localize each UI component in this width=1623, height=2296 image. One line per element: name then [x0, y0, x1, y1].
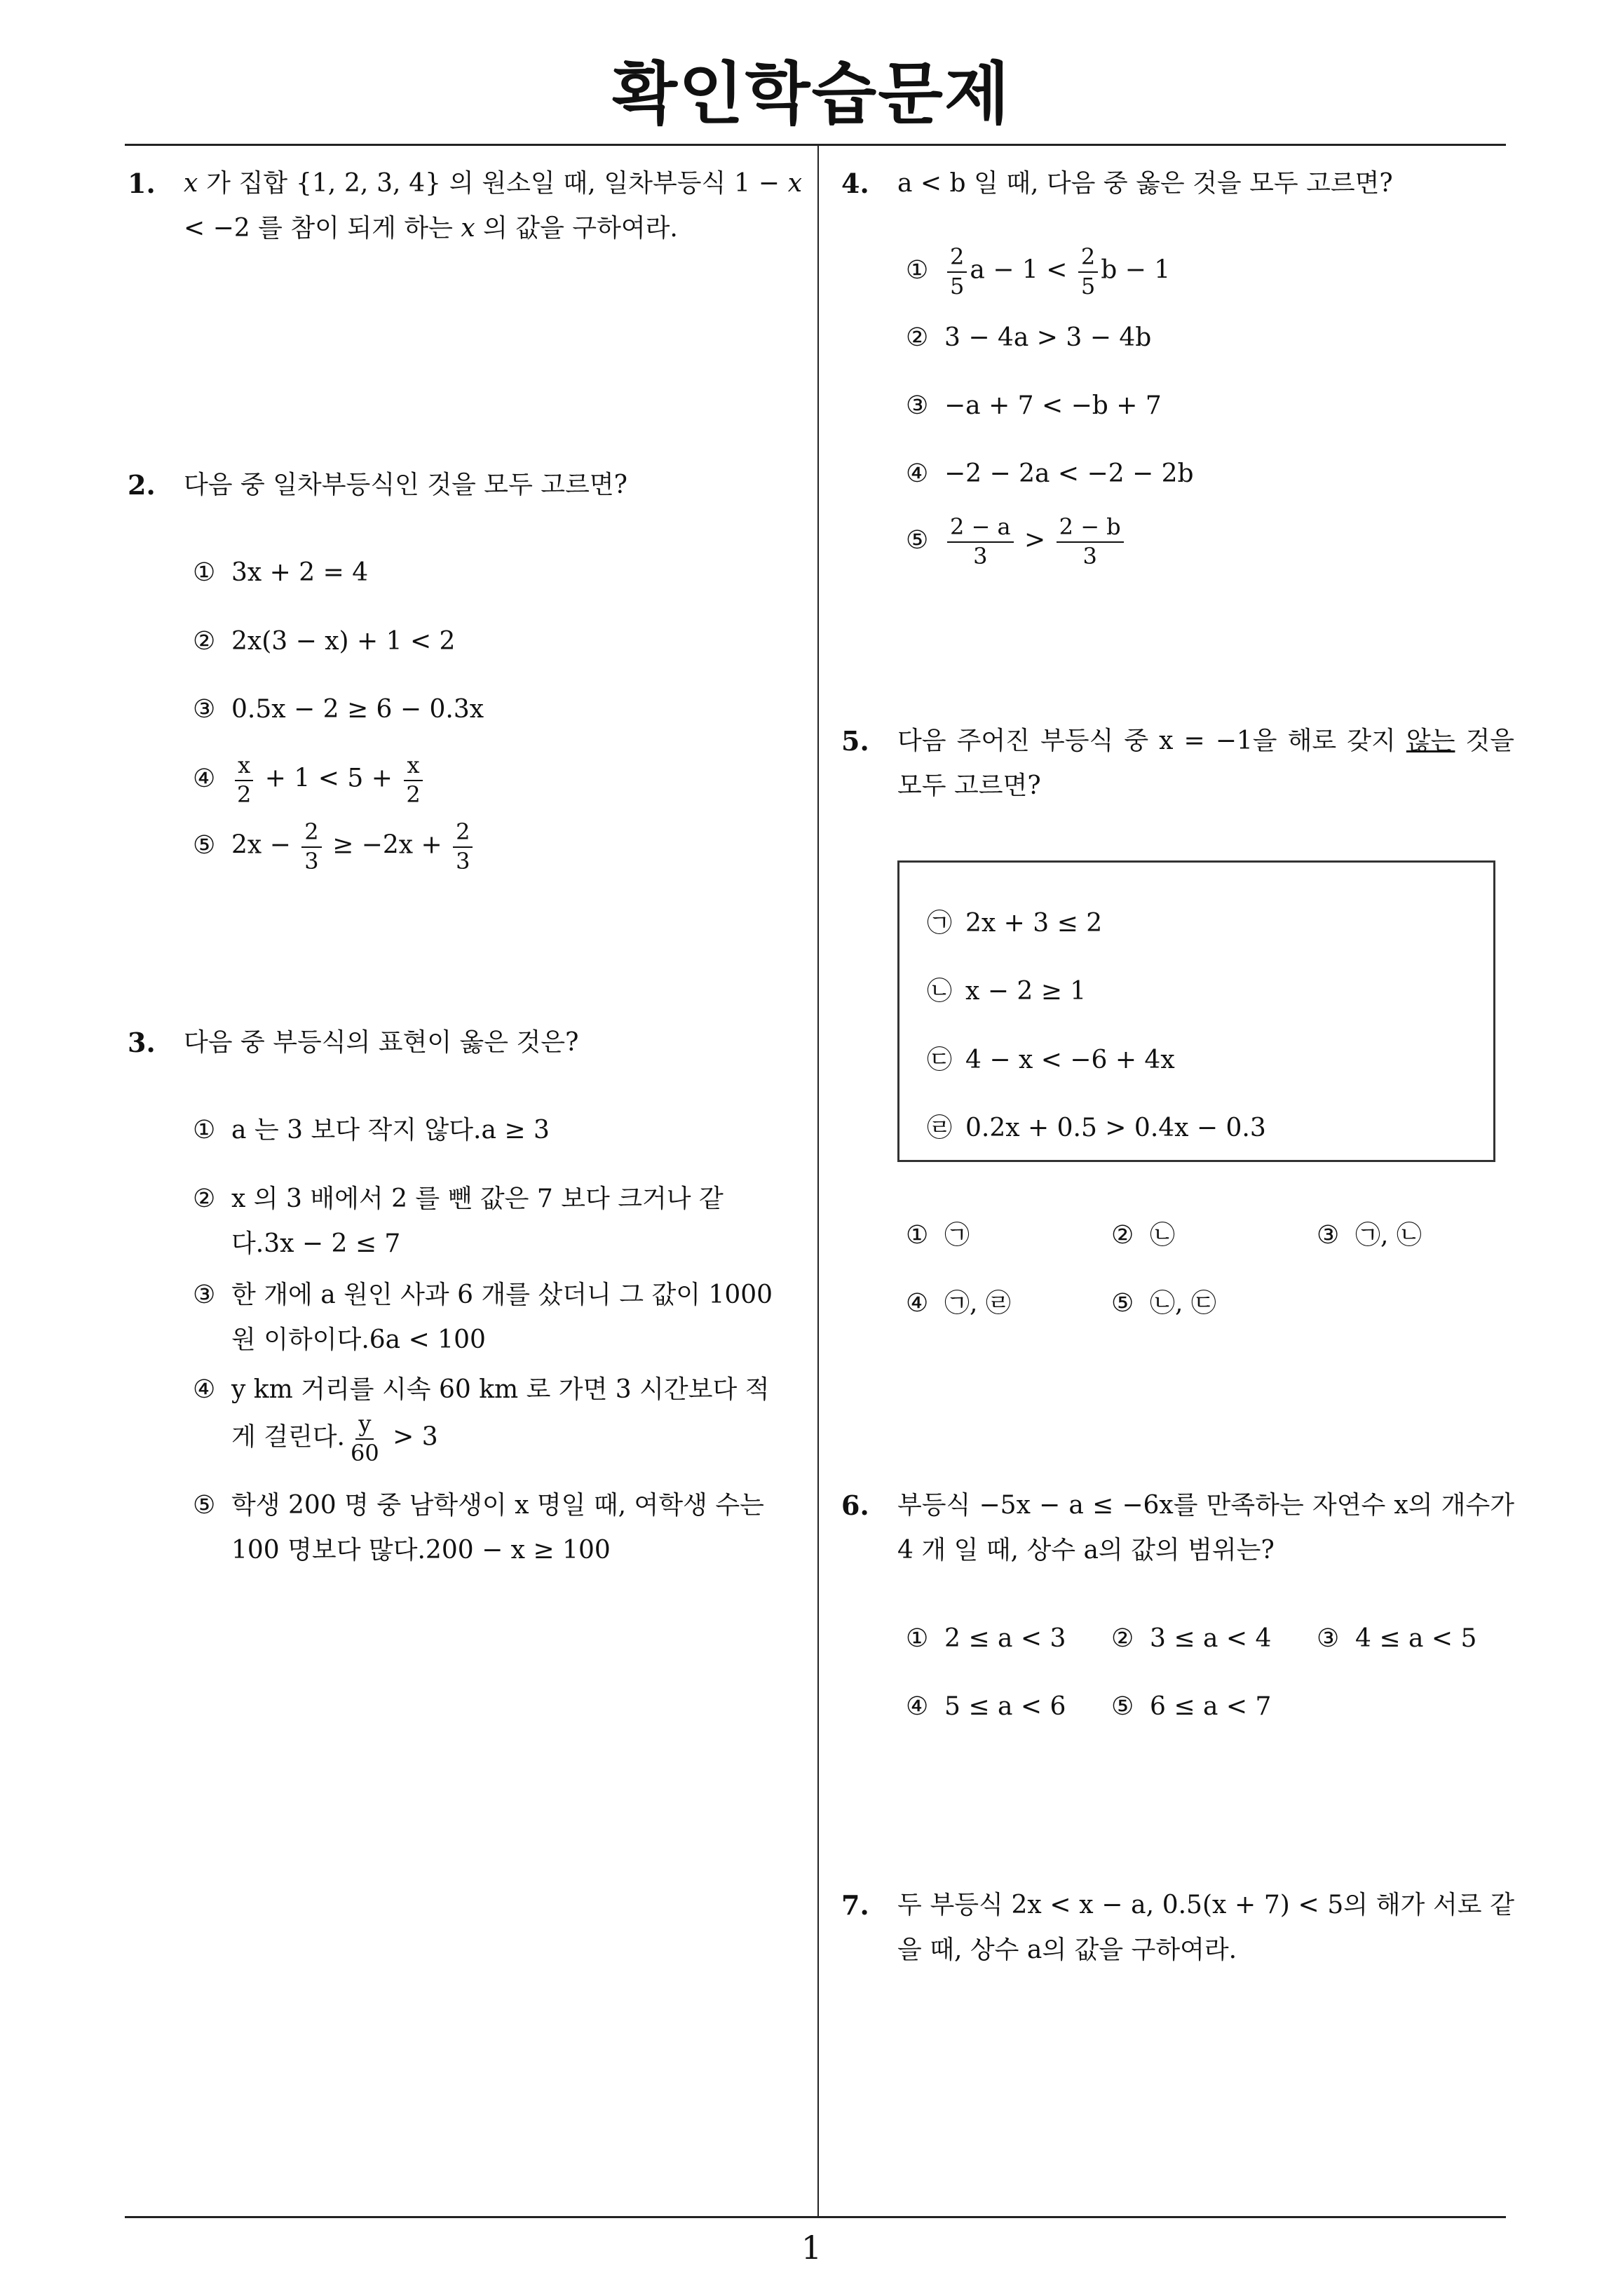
top-rule: [125, 144, 1506, 146]
question-3: [128, 1020, 802, 1065]
question-stem: 부등식 −5x − a ≤ −6x를 만족하는 자연수 x의 개수가 4 개 일 때, 상수 a의 값의 범위는?: [897, 1491, 1514, 1565]
question-4: [841, 161, 1514, 206]
page-number: 1: [801, 2229, 822, 2267]
q2-option-4[interactable]: ④ $\frac{x}{2}$ + 1 < 5 + $\frac{x}{2}$: [193, 754, 426, 806]
q3-option-5[interactable]: ⑤ 학생 200 명 중 남학생이 x 명일 때, 여학생 수는 100 명보다 많다.200 − x ≥ 100: [193, 1491, 764, 1565]
question-number: 7.: [841, 1889, 869, 1921]
question-stem: 다음 중 부등식의 표현이 옳은 것은?: [184, 1028, 579, 1057]
q6-option-1[interactable]: ① 2 ≤ a < 3: [906, 1624, 1066, 1653]
q5-option-4[interactable]: ④ ㉠, ㉣: [906, 1289, 1011, 1318]
bottom-rule: [125, 2216, 1506, 2218]
question-number: 2.: [128, 469, 156, 501]
question-7: [841, 1883, 1514, 1973]
q4-option-3[interactable]: ③ −a + 7 < −b + 7: [906, 391, 1162, 420]
q5-option-1[interactable]: ① ㉠: [906, 1221, 970, 1250]
q6-option-2[interactable]: ② 3 ≤ a < 4: [1111, 1624, 1272, 1653]
q3-option-3[interactable]: ③ 한 개에 a 원인 사과 6 개를 샀더니 그 값이 1000 원 이하이다.6a < 100: [193, 1281, 773, 1354]
q6-option-5[interactable]: ⑤ 6 ≤ a < 7: [1111, 1692, 1272, 1721]
question-1: [128, 161, 802, 251]
question-5: [841, 719, 1514, 809]
question-stem: x 가 집합 {1, 2, 3, 4} 의 원소일 때, 일차부등식 1 − x < −2 를 참이 되게 하는 x 의 값을 구하여라.: [184, 169, 802, 243]
q3-option-4[interactable]: ④ y km 거리를 시속 60 km 로 가면 3 시간보다 적게 걸린다. $\frac{y}{60}$ > 3: [193, 1375, 770, 1466]
question-stem: a < b 일 때, 다음 중 옳은 것을 모두 고르면?: [897, 169, 1393, 198]
q6-option-4[interactable]: ④ 5 ≤ a < 6: [906, 1692, 1066, 1721]
question-number: 4.: [841, 168, 869, 199]
q5-option-5[interactable]: ⑤ ㉡, ㉢: [1111, 1289, 1216, 1318]
q4-option-5[interactable]: ⑤ $\frac{2 - a}{3}$ > $\frac{2 - b}{3}$: [906, 515, 1127, 568]
q4-option-2[interactable]: ② 3 − 4a > 3 − 4b: [906, 323, 1152, 352]
q2-option-1[interactable]: ① 3x + 2 = 4: [193, 558, 369, 587]
page-title: 확인학습문제: [612, 55, 1011, 133]
question-number: 6.: [841, 1490, 869, 1521]
q4-option-1[interactable]: ① $\frac{2}{5}$ a − 1 < $\frac{2}{5}$ b − 1: [906, 243, 1171, 299]
q5-condition-4: ㉣ 0.2x + 0.5 > 0.4x − 0.3: [927, 1114, 1266, 1142]
question-number: 3.: [128, 1027, 156, 1058]
q2-option-2[interactable]: ② 2x(3 − x) + 1 < 2: [193, 627, 456, 656]
question-number: 5.: [841, 725, 869, 757]
q3-option-1[interactable]: ① a 는 3 보다 작지 않다.a ≥ 3: [193, 1116, 550, 1144]
question-2: [128, 463, 802, 508]
question-stem: 다음 중 일차부등식인 것을 모두 고르면?: [184, 471, 627, 499]
column-divider: [817, 144, 819, 2217]
q4-option-4[interactable]: ④ −2 − 2a < −2 − 2b: [906, 459, 1194, 488]
question-6: [841, 1483, 1514, 1573]
q5-condition-2: ㉡ x − 2 ≥ 1: [927, 977, 1087, 1006]
question-number: 1.: [128, 168, 156, 199]
q5-option-3[interactable]: ③ ㉠, ㉡: [1317, 1221, 1422, 1250]
q5-condition-3: ㉢ 4 − x < −6 + 4x: [927, 1046, 1175, 1074]
q2-option-5[interactable]: ⑤ 2x − $\frac{2}{3}$ ≥ −2x + $\frac{2}{3}$: [193, 821, 475, 873]
q2-option-3[interactable]: ③ 0.5x − 2 ≥ 6 − 0.3x: [193, 695, 484, 724]
q5-option-2[interactable]: ② ㉡: [1111, 1221, 1176, 1250]
question-stem: 두 부등식 2x < x − a, 0.5(x + 7) < 5의 해가 서로 같을 때, 상수 a의 값을 구하여라.: [897, 1891, 1514, 1964]
q3-option-2[interactable]: ② x 의 3 배에서 2 를 뺀 값은 7 보다 크거나 같다.3x − 2 ≤ 7: [193, 1184, 724, 1258]
question-stem: 다음 주어진 부등식 중 x = −1을 해로 갖지 않는 것을 모두 고르면?: [897, 727, 1515, 800]
q6-option-3[interactable]: ③ 4 ≤ a < 5: [1317, 1624, 1477, 1653]
q5-condition-1: ㉠ 2x + 3 ≤ 2: [927, 909, 1103, 938]
